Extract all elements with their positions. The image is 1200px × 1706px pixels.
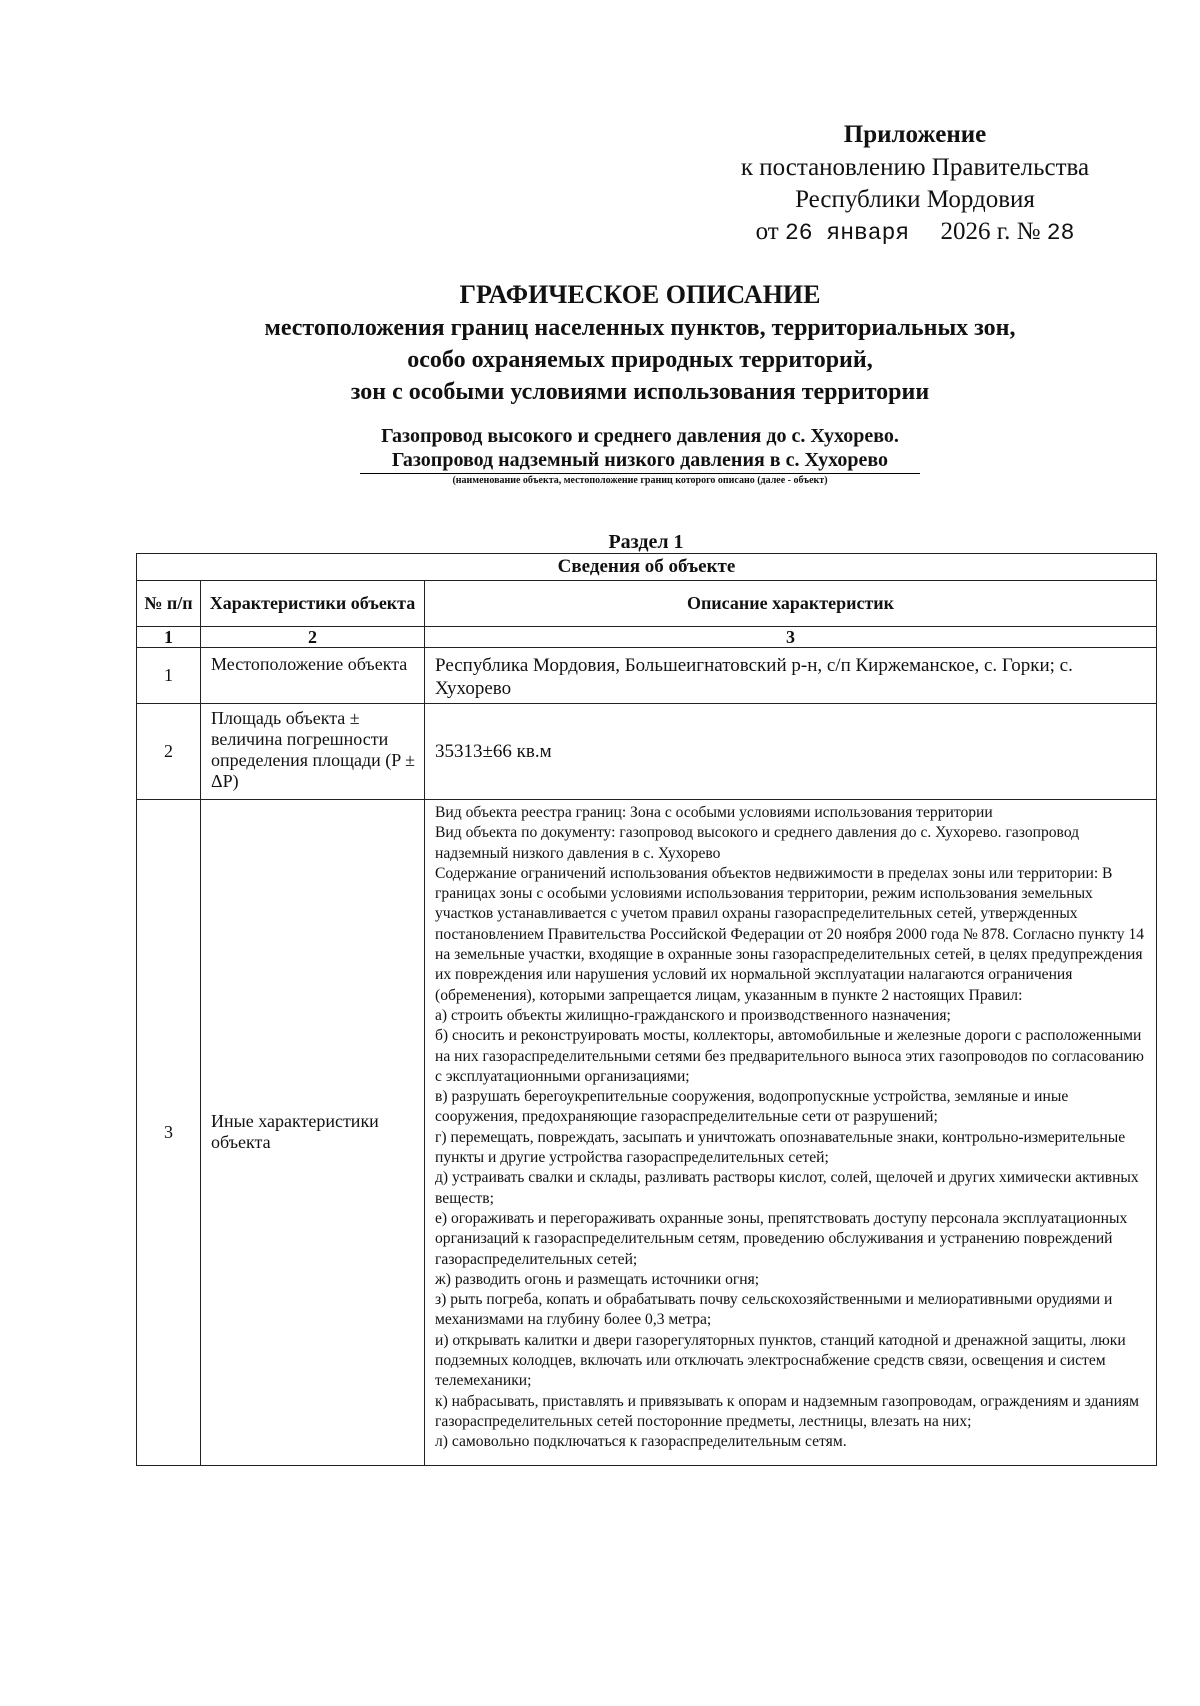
desc-paragraph: г) перемещать, повреждать, засыпать и уничтожать опознавательные знаки, контрольно-измерительные пункты и другие устройства газораспределительных сетей; xyxy=(435,1128,1126,1167)
object-name-block xyxy=(340,424,940,487)
column-number-1: 1 xyxy=(137,627,201,648)
document-heading xyxy=(140,278,1140,408)
row-value: 35313±66 кв.м xyxy=(425,704,1157,800)
date-year: 2026 г. № xyxy=(940,218,1041,245)
desc-paragraph: б) сносить и реконструировать мосты, коллекторы, автомобильные и железные дороги с расположенными на них газораспределительными сетями без предварительного выноса этих газопроводов по согласованию с эксплуатационными организациями; xyxy=(435,1027,1144,1085)
table-row xyxy=(137,648,1157,704)
appendix-line-1: к постановлению Правительства xyxy=(740,154,1090,181)
desc-paragraph: з) рыть погреба, копать и обрабатывать почву сельскохозяйственными и мелиоративными орудиями и механизмами на глубину более 0,3 метра; xyxy=(435,1291,1113,1329)
date-number: 28 xyxy=(1046,220,1075,246)
date-day-month: 26 января xyxy=(784,220,910,246)
desc-paragraph: ж) разводить огонь и размещать источники огня; xyxy=(435,1270,760,1288)
row-number: 3 xyxy=(137,800,201,1466)
column-number-3: 3 xyxy=(425,627,1157,648)
desc-paragraph: л) самовольно подключаться к газораспределительным сетям. xyxy=(435,1433,847,1451)
table-row xyxy=(137,800,1157,1466)
row-characteristic: Местоположение объекта xyxy=(201,648,425,704)
date-prefix: от xyxy=(755,218,779,245)
object-caption: (наименование объекта, местоположение границ которого описано (далее - объект) xyxy=(452,475,828,486)
row-value: Республика Мордовия, Большеигнатовский р-н, с/п Киржеманское, с. Горки; с. Хухорево xyxy=(425,648,1157,704)
subtitle-line-3: зон с особыми условиями использования территории xyxy=(350,379,930,405)
desc-paragraph: в) разрушать берегоукрепительные сооружения, водопропускные устройства, земляные и иные сооружения, предохраняющие газораспределительные сети от разрушений; xyxy=(435,1088,1069,1126)
appendix-date xyxy=(700,216,1130,249)
appendix-line-2: Республики Мордовия xyxy=(795,186,1035,213)
header-description: Описание характеристик xyxy=(425,581,1157,627)
header-characteristic: Характеристики объекта xyxy=(201,581,425,627)
subtitle-line-1: местоположения границ населенных пунктов, территориальных зон, xyxy=(264,315,1016,341)
appendix-block xyxy=(700,118,1130,249)
underline-divider xyxy=(360,473,920,474)
object-info-table xyxy=(136,553,1157,1466)
object-name-line-1: Газопровод высокого и среднего давления до с. Хухорево. xyxy=(381,425,899,447)
column-number-2: 2 xyxy=(201,627,425,648)
row-description xyxy=(425,800,1157,1466)
section-title: Раздел 1 xyxy=(608,531,684,553)
row-characteristic: Иные характеристики объекта xyxy=(201,800,425,1466)
desc-paragraph: д) устраивать свалки и склады, разливать растворы кислот, солей, щелочей и других химически активных веществ; xyxy=(435,1169,1139,1207)
appendix-title: Приложение xyxy=(843,121,987,148)
row-characteristic: Площадь объекта ± величина погрешности определения площади (P ± ΔP) xyxy=(201,704,425,800)
row-number: 2 xyxy=(137,704,201,800)
desc-paragraph: е) огораживать и перегораживать охранные зоны, препятствовать доступу персонала эксплуатационных организаций к газораспределительным сетям, проведению обслуживания и устранению повреждений газораспределительных сетей; xyxy=(435,1209,1128,1268)
table-row xyxy=(137,704,1157,800)
header-number: № п/п xyxy=(137,581,201,627)
desc-paragraph: и) открывать калитки и двери газорегуляторных пунктов, станций катодной и дренажной защиты, люки подземных колодцев, включать или отключать электроснабжение средств связи, освещения и систем телемеханики; xyxy=(435,1331,1126,1390)
row-number: 1 xyxy=(137,648,201,704)
table-caption: Сведения об объекте xyxy=(137,554,1157,581)
desc-paragraph: Содержание ограничений использования объектов недвижимости в пределах зоны или территории: В границах зоны с особыми условиями использования территории, режим использования земельных участков устанавливается с учетом правил охраны газораспределительных сетей, утвержденных постановлением Правительства Российской Федерации от 20 ноября 2000 года № 878. Согласно пункту 14 на земельные участки, входящие в охранные зоны газораспределительных сетей, в целях предупреждения их повреждения или нарушения условий их нормальной эксплуатации налагаются ограничения (обременения), которыми запрещается лицам, указанным в пункте 2 настоящих Правил: xyxy=(435,864,1145,1004)
desc-paragraph: Вид объекта по документу: газопровод высокого и среднего давления до с. Хухорево. газопровод надземный низкого давления в с. Хухорево xyxy=(435,824,1080,862)
desc-paragraph: а) строить объекты жилищно-гражданского и производственного назначения; xyxy=(435,1006,951,1024)
desc-paragraph: к) набрасывать, приставлять и привязывать к опорам и надземным газопроводам, ограждениям и зданиям газораспределительных сетей посторонние предметы, лестницы, влезать на них; xyxy=(435,1392,1140,1430)
subtitle-line-2: особо охраняемых природных территорий, xyxy=(407,347,873,373)
object-name-line-2: Газопровод надземный низкого давления в с. Хухорево xyxy=(391,449,889,471)
document-title: ГРАФИЧЕСКОЕ ОПИСАНИЕ xyxy=(459,280,821,309)
desc-paragraph: Вид объекта реестра границ: Зона с особыми условиями использования территории xyxy=(435,804,993,821)
